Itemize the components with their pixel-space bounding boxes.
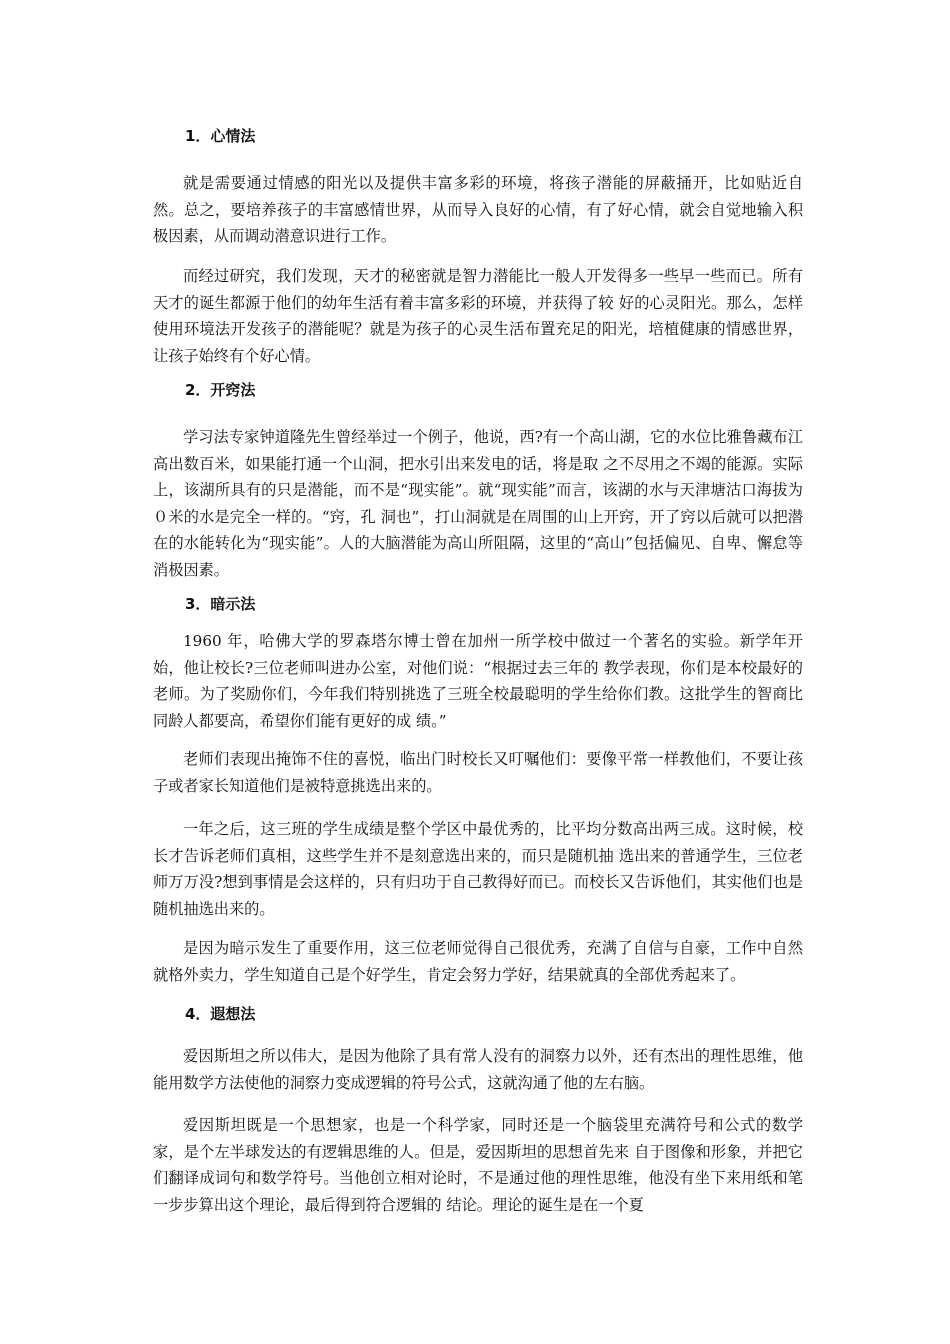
paragraph: 1960 年，哈佛大学的罗森塔尔博士曾在加州一所学校中做过一个著名的实验。新学年开始，他让校长?三位老师叫进办公室，对他们说：“根据过去三年的 教学表现，你们是本校最好的老师。为了奖励你们，今年我们特别挑选了三班全校最聪明的学生给你们教。这批学生的智商比同龄人都要高，希望你们能有更好的成 绩。” <box>153 632 803 730</box>
paragraph: 一年之后，这三班的学生成绩是整个学区中最优秀的，比平均分数高出两三成。这时候，校长才告诉老师们真相，这些学生并不是刻意选出来的，而只是随机抽 选出来的普通学生，三位老师万万没?想到事情是会这样的，只有归功于自己教得好而已。而校长又告诉他们，其实他们也是随机抽选出来的。 <box>153 820 803 918</box>
paragraph: 而经过研究，我们发现，天才的秘密就是智力潜能比一般人开发得多一些早一些而已。所有天才的诞生都源于他们的幼年生活有着丰富多彩的环境，并获得了较 好的心灵阳光。那么，怎样使用环境法开发孩子的潜能呢？就是为孩子的心灵生活布置充足的阳光，培植健康的情感世界，让孩子始终有个好心情。 <box>153 267 803 365</box>
paragraph: 爱因斯坦之所以伟大，是因为他除了具有常人没有的洞察力以外，还有杰出的理性思维，他能用数学方法使他的洞察力变成逻辑的符号公式，这就沟通了他的左右脑。 <box>153 1047 803 1092</box>
paragraph: 就是需要通过情感的阳光以及提供丰富多彩的环境，将孩子潜能的屏蔽捅开，比如贴近自然。总之，要培养孩子的丰富感情世界，从而导入良好的心情，有了好心情，就会自觉地输入积极因素，从而调动潜意识进行工作。 <box>153 174 803 246</box>
paragraph: 老师们表现出掩饰不住的喜悦，临出门时校长又叮嘱他们：要像平常一样教他们，不要让孩子或者家长知道他们是被特意挑选出来的。 <box>153 750 803 795</box>
section-heading: 3．暗示法 <box>185 595 256 613</box>
section-heading: 2．开窍法 <box>185 381 256 399</box>
paragraph: 是因为暗示发生了重要作用，这三位老师觉得自己很优秀，充满了自信与自豪，工作中自然就格外卖力，学生知道自己是个好学生，肯定会努力学好，结果就真的全部优秀起来了。 <box>153 939 803 984</box>
paragraph: 学习法专家钟道隆先生曾经举过一个例子，他说，西?有一个高山湖，它的水位比雅鲁藏布江高出数百米，如果能打通一个山洞，把水引出来发电的话，将是取 之不尽用之不竭的能源。实际上，该湖所具有的只是潜能，而不是“现实能”。就“现实能”而言，该湖的水与天津塘沽口海拔为０米的水是完全一样的。“窍，孔 洞也”，打山洞就是在周围的山上开窍，开了窍以后就可以把潜在的水能转化为“现实能”。人的大脑潜能为高山所阻隔，这里的“高山”包括偏见、自卑、懈怠等 消极因素。 <box>153 428 803 579</box>
paragraph: 爱因斯坦既是一个思想家，也是一个科学家，同时还是一个脑袋里充满符号和公式的数学家，是个左半球发达的有逻辑思维的人。但是，爱因斯坦的思想首先来 自于图像和形象，并把它们翻译成词句和数学符号。当他创立相对论时，不是通过他的理性思维，他没有坐下来用纸和笔一步步算出这个理论，最后得到符合逻辑的 结论。理论的诞生是在一个夏 <box>153 1116 803 1214</box>
section-heading: 4．遐想法 <box>185 1005 256 1023</box>
section-heading: 1．心情法 <box>185 127 256 145</box>
